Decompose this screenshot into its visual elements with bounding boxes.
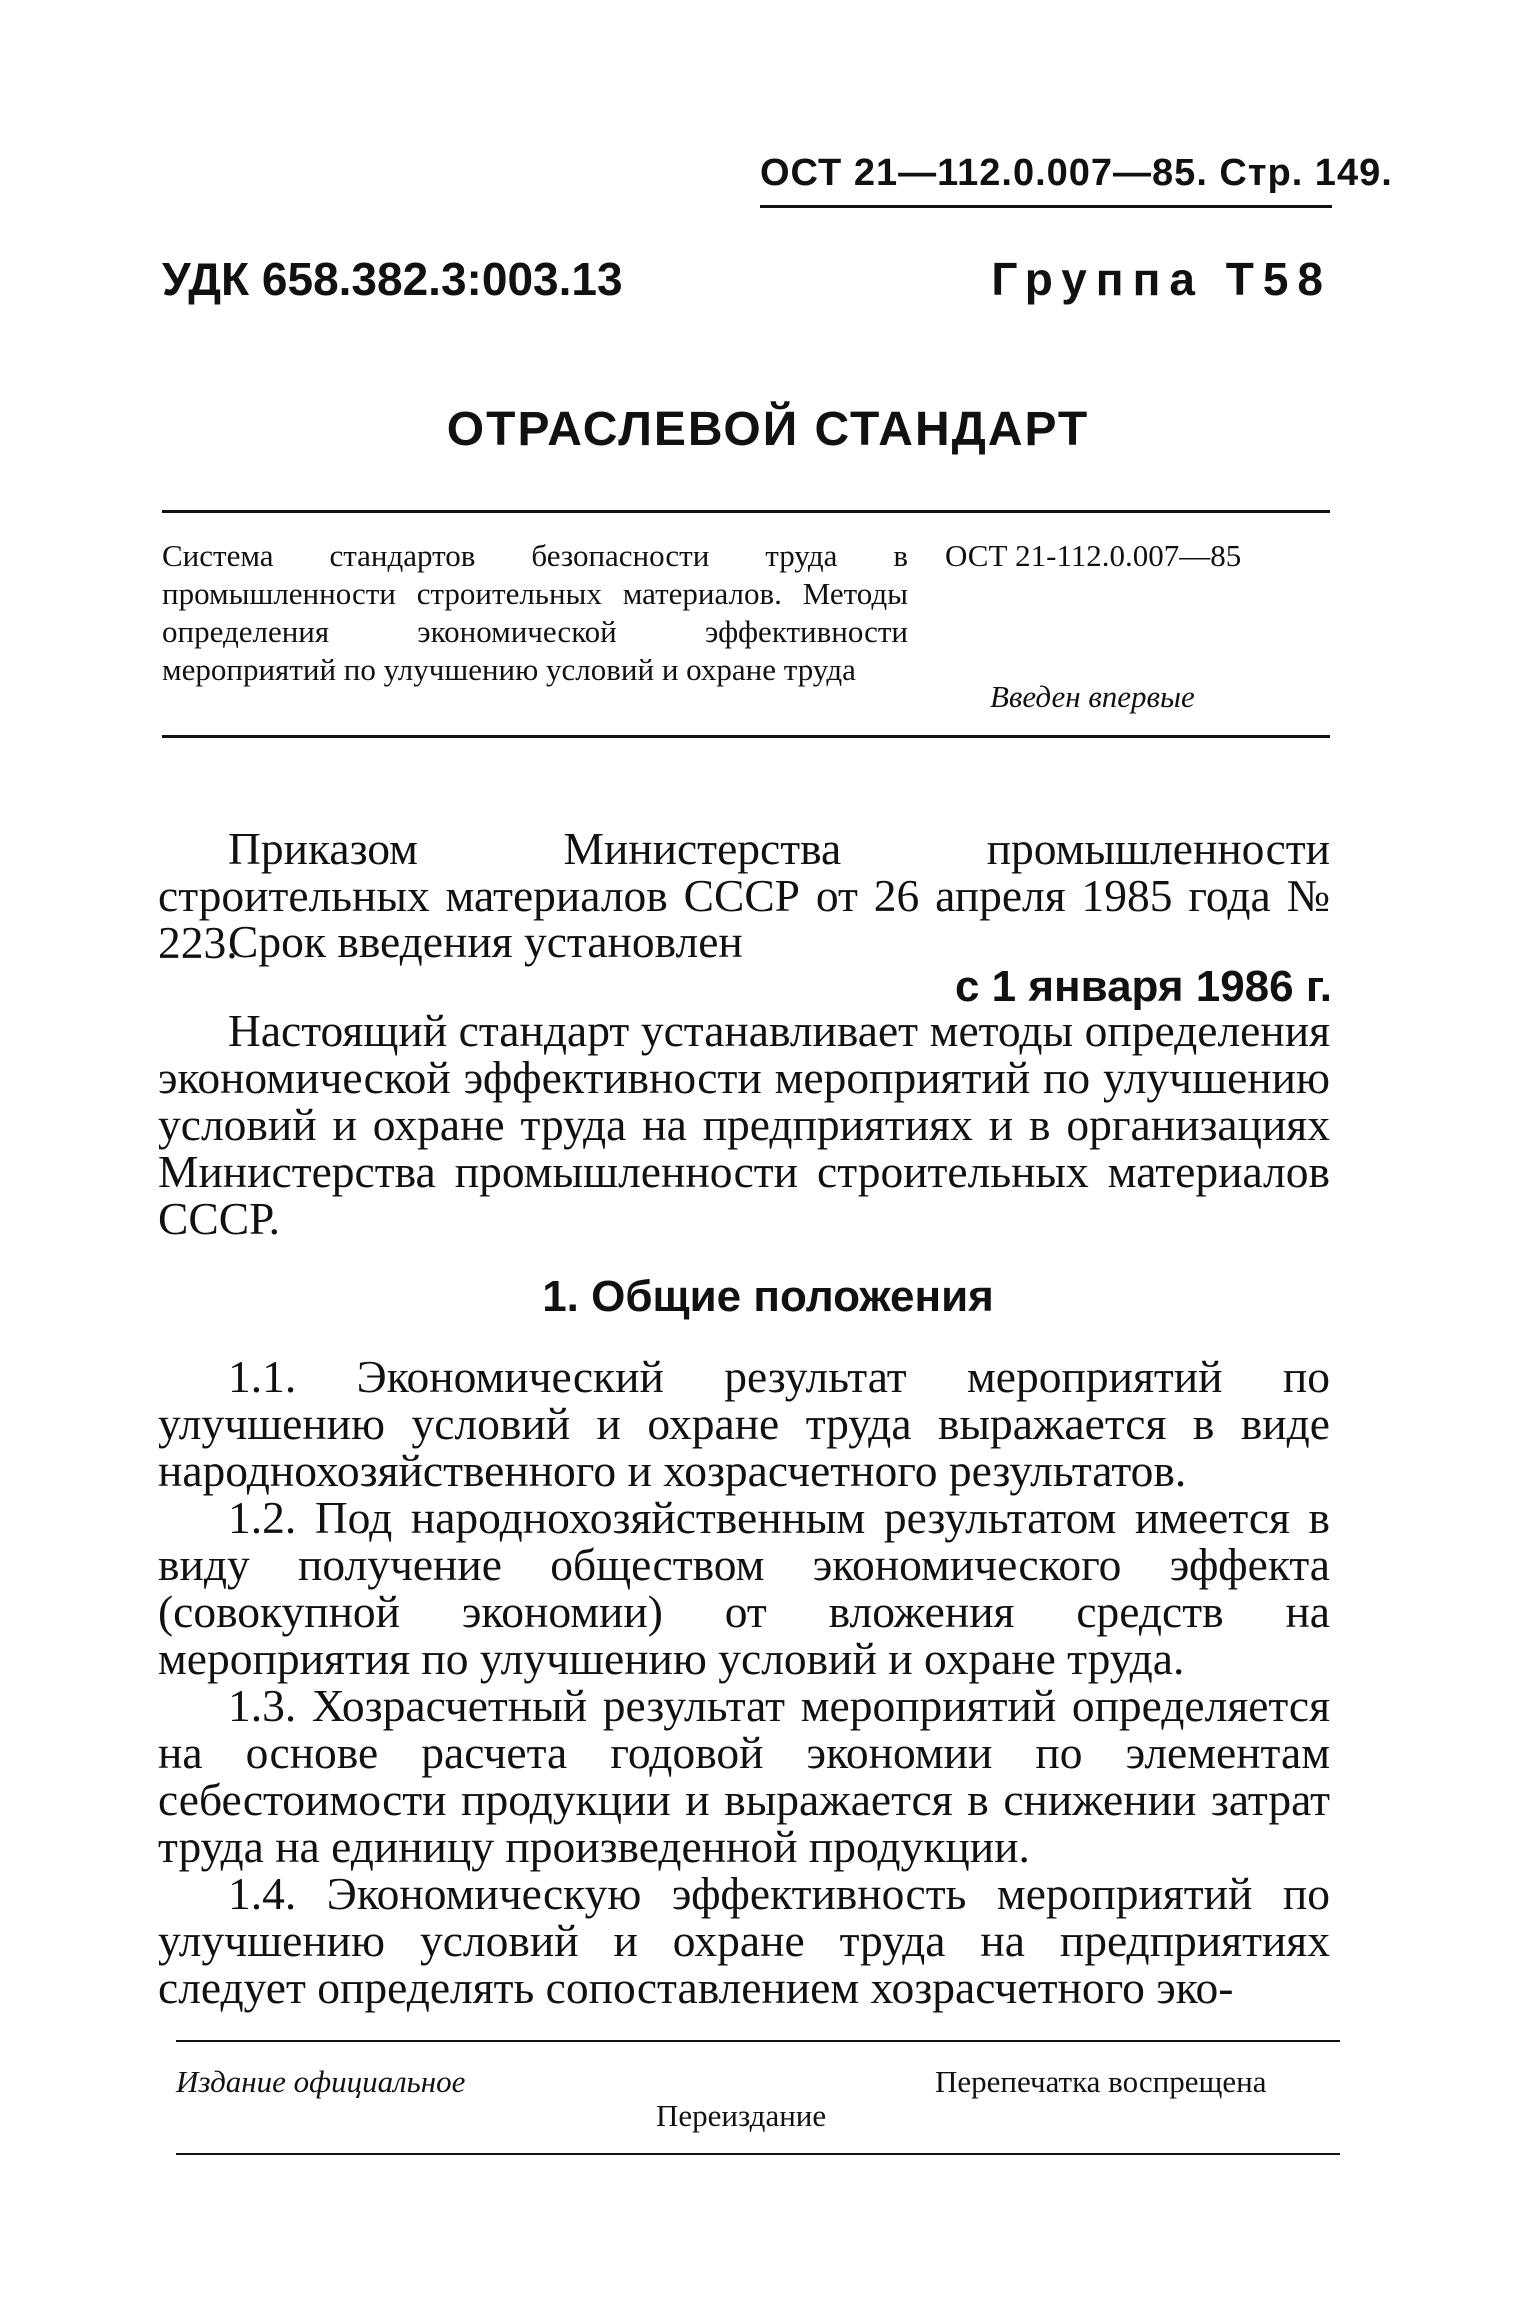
box-top-rule (162, 510, 1330, 513)
introduction-status: Введен впервые (990, 679, 1195, 714)
reprint-ban-label: Перепечатка воспрещена (935, 2064, 1267, 2099)
paragraph-1-2: 1.2. Под народнохозяйственным результатом имеется в виду получение обществом экономического эффекта (совокупной экономии) от вложения средств на мероприятия по улучшению условий и охране труда. (158, 1492, 1330, 1684)
document-title: ОТРАСЛЕВОЙ СТАНДАРТ (446, 403, 1090, 456)
paragraph-1-3: 1.3. Хозрасчетный результат мероприятий определяется на основе расчета годовой экономии по элементам себестоимости продукции и выражается в снижении затрат труда на единицу произведенной продукции. (158, 1680, 1330, 1872)
footer-top-rule (176, 2040, 1340, 2042)
official-edition-label: Издание официальное (176, 2064, 466, 2099)
standard-description: Система стандартов безопасности труда в промышленности строительных материалов. Методы определения экономической эффективности мероприятий по улучшению условий и охране труда (162, 538, 908, 687)
group-code: Группа Т58 (991, 253, 1332, 305)
box-bottom-rule (162, 735, 1330, 738)
udk-code: УДК 658.382.3:003.13 (162, 253, 623, 305)
paragraph-1-1: 1.1. Экономический результат мероприятий по улучшению условий и охране труда выражается в виде народнохозяйственного и хозрасчетного результатов. (158, 1351, 1330, 1496)
reissue-label: Переиздание (656, 2098, 827, 2133)
standard-code: ОСТ 21-112.0.007—85 (945, 538, 1242, 573)
order-paragraph: Приказом Министерства промышленности строительных материалов СССР от 26 апреля 1985 года № 223. (158, 823, 1330, 968)
paragraph-1-4: 1.4. Экономическую эффективность мероприятий по улучшению условий и охране труда на предприятиях следует определять сопоставлением хозрасчетного эко- (158, 1868, 1330, 2013)
scope-paragraph: Настоящий стандарт устанавливает методы определения экономической эффективности мероприятий по улучшению условий и охране труда на предприятиях и в организациях Министерства промышленности строительных материалов СССР. (158, 1005, 1330, 1244)
header-underline (760, 205, 1332, 208)
term-date: с 1 января 1986 г. (954, 962, 1332, 1011)
term-label: Срок введения установлен (228, 916, 743, 967)
section-heading: 1. Общие положения (542, 1272, 994, 1321)
footer-bottom-rule (176, 2153, 1340, 2155)
standard-page-header: ОСТ 21—112.0.007—85. Стр. 149. (760, 152, 1393, 194)
